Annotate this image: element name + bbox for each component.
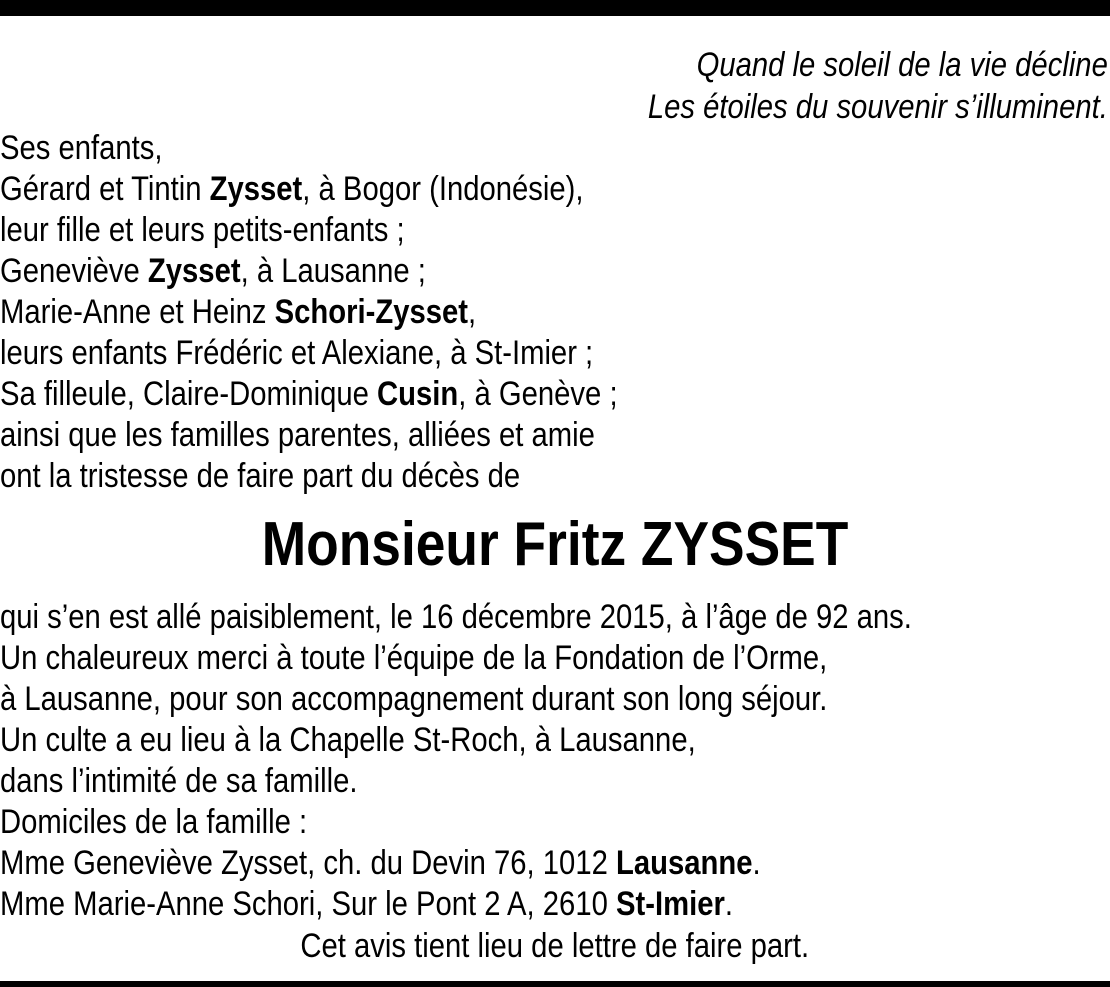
family-line: leur fille et leurs petits-enfants ; xyxy=(0,211,405,249)
top-rule xyxy=(0,0,1110,16)
epigraph-line: Les étoiles du souvenir s’illuminent. xyxy=(648,88,1108,126)
family-surname: Zysset xyxy=(147,252,241,290)
family-line: Sa filleule, Claire-Dominique Cusin, à Genève ; xyxy=(0,375,618,413)
family-line: Marie-Anne et Heinz Schori-Zysset, xyxy=(0,293,477,331)
family-list xyxy=(0,128,618,497)
detail-line: Un culte a eu lieu à la Chapelle St-Roch, à Lausanne, xyxy=(0,721,696,759)
family-line: Ses enfants, xyxy=(0,129,163,167)
detail-line: Un chaleureux merci à toute l’équipe de la Fondation de l’Orme, xyxy=(0,639,828,677)
deceased-name: Monsieur Fritz ZYSSET xyxy=(261,510,849,579)
address-line: Mme Geneviève Zysset, ch. du Devin 76, 1012 Lausanne. xyxy=(0,844,761,882)
address-city: Lausanne xyxy=(615,844,753,882)
family-line: Geneviève Zysset, à Lausanne ; xyxy=(0,252,426,290)
epigraph xyxy=(648,44,1108,128)
detail-line: Domiciles de la famille : xyxy=(0,803,308,841)
detail-line: dans l’intimité de sa famille. xyxy=(0,762,358,800)
detail-line: à Lausanne, pour son accompagnement durant son long séjour. xyxy=(0,680,828,718)
bottom-rule xyxy=(0,981,1110,987)
epigraph-line: Quand le soleil de la vie décline xyxy=(696,46,1108,84)
detail-line: qui s’en est allé paisiblement, le 16 décembre 2015, à l’âge de 92 ans. xyxy=(0,598,912,636)
footer-note: Cet avis tient lieu de lettre de faire part. xyxy=(300,927,810,965)
family-line: ainsi que les familles parentes, alliées et amie xyxy=(0,416,595,454)
address-city: St-Imier xyxy=(615,885,725,923)
family-surname: Schori-Zysset xyxy=(274,293,469,331)
family-line: leurs enfants Frédéric et Alexiane, à St-Imier ; xyxy=(0,334,594,372)
family-surname: Zysset xyxy=(209,170,303,208)
family-surname: Cusin xyxy=(377,375,459,413)
address-line: Mme Marie-Anne Schori, Sur le Pont 2 A, 2610 St-Imier. xyxy=(0,885,733,923)
family-line: ont la tristesse de faire part du décès de xyxy=(0,457,521,495)
notice-details xyxy=(0,597,912,925)
family-line: Gérard et Tintin Zysset, à Bogor (Indonésie), xyxy=(0,170,584,208)
